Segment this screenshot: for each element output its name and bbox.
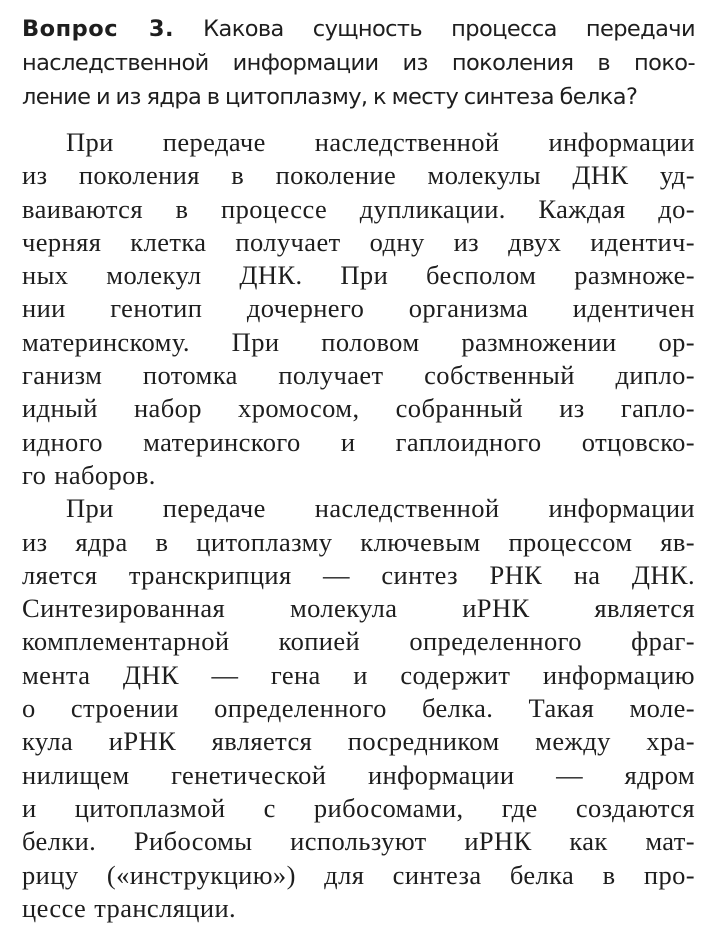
paragraph-line: кула иРНК является посредником между хра- [22,726,695,757]
paragraph-line: нии генотип дочернего организма идентичен [22,293,695,324]
paragraph-line: идный набор хромосом, собранный из гапло- [22,393,695,424]
paragraph-line: белки. Рибосомы используют иРНК как мат- [22,826,695,857]
question-text-1: Какова сущность процесса передачи [203,16,695,42]
answer-block [22,126,695,925]
paragraph-line: При передаче наследственной информации [66,493,695,524]
answer-paragraph-1 [22,126,695,492]
paragraph-line: черняя клетка получает одну из двух идентич- [22,226,695,257]
question-block [22,12,695,114]
paragraph-line: ляется транскрипция — синтез РНК на ДНК. [22,559,695,590]
answer-paragraph-2 [22,492,695,925]
paragraph-line: материнскому. При половом размножении ор- [22,326,695,357]
paragraph-line: При передаче наследственной информации [66,127,695,157]
paragraph-line: из ядра в цитоплазму ключевым процессом яв- [22,526,695,557]
paragraph-line: мента ДНК — гена и содержит информацию [22,659,695,690]
paragraph-line: рицу («инструкцию») для синтеза белка в про- [22,859,695,890]
question-label: Вопрос 3. [22,16,175,42]
paragraph-line: и цитоплазмой с рибосомами, где создаются [22,792,695,823]
paragraph-line: Синтезированная молекула иРНК является [22,593,695,624]
paragraph-line: ных молекул ДНК. При бесполом размноже- [22,260,695,291]
paragraph-line: о строении определенного белка. Такая моле- [22,693,695,724]
paragraph-line: ваиваются в процессе дупликации. Каждая до- [22,193,695,224]
paragraph-line: из поколения в поколение молекулы ДНК уд- [22,160,695,191]
question-line-1 [22,12,695,46]
paragraph-line: го наборов. [22,459,156,490]
question-line-2: наследственной информации из поколения в поко- [22,50,695,76]
paragraph-line: цессе трансляции. [22,892,237,923]
paragraph-line: нилищем генетической информации — ядром [22,759,695,790]
question-line-3: ление и из ядра в цитоплазму, к месту синтеза белка? [22,84,638,110]
paragraph-line: ганизм потомка получает собственный дипло- [22,360,695,391]
paragraph-line: идного материнского и гаплоидного отцовско- [22,426,695,457]
paragraph-line: комплементарной копией определенного фраг- [22,626,695,657]
